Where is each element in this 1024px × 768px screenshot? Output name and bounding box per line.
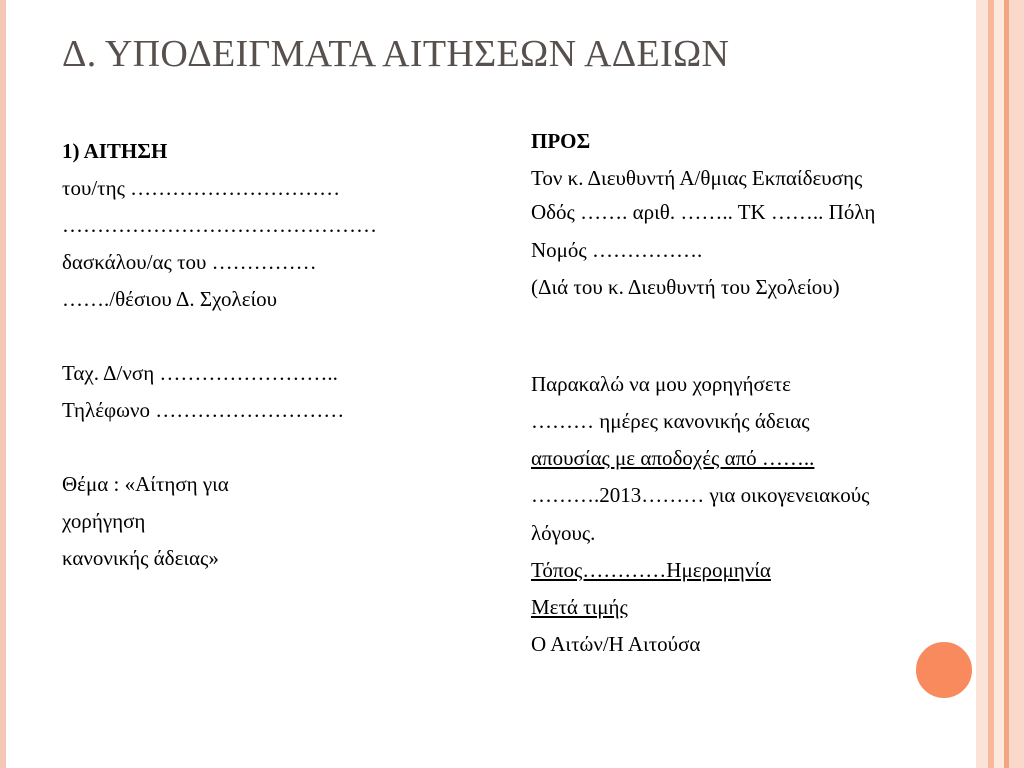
request-line-2: ……… ημέρες κανονικής άδειας: [531, 409, 810, 433]
regards-line: Μετά τιμής: [531, 595, 628, 619]
application-left-column: [62, 133, 492, 577]
via-principal-line: (Διά του κ. Διευθυντή του Σχολείου): [531, 275, 840, 299]
spacer: [62, 429, 492, 466]
request-line-4: ……….2013……… για οικογενειακούς: [531, 483, 870, 507]
signature-line: Ο Αιτών/Η Αιτούσα: [531, 632, 701, 656]
application-heading: 1) ΑΙΤΗΣΗ: [62, 139, 168, 163]
subject-line-2: χορήγηση: [62, 509, 146, 533]
prefecture-line: Νομός …………….: [531, 238, 703, 262]
decorative-stripe: [976, 0, 988, 768]
applicant-name-continuation: ………………………………………: [62, 213, 377, 237]
application-right-column: [531, 123, 971, 663]
place-date-line: Τόπος…………Ημερομηνία: [531, 558, 771, 582]
spacer: [531, 306, 971, 366]
spacer: [62, 318, 492, 355]
phone-line: Τηλέφωνο ………………………: [62, 398, 345, 422]
decorative-stripe: [1009, 0, 1024, 768]
recipient-heading: ΠΡΟΣ: [531, 129, 591, 153]
decorative-stripe: [994, 0, 1004, 768]
teacher-specialty-line: δασκάλου/ας του ……………: [62, 250, 317, 274]
subject-line-3: κανονικής άδειας»: [62, 546, 219, 570]
recipient-line: Τον κ. Διευθυντή Α/θμιας Εκπαίδευσης: [531, 166, 863, 190]
request-line-1: Παρακαλώ να μου χορηγήσετε: [531, 372, 791, 396]
school-line: ……./θέσιου Δ. Σχολείου: [62, 287, 278, 311]
decorative-circle: [913, 639, 975, 701]
request-line-5: λόγους.: [531, 521, 596, 545]
slide-title: Δ. ΥΠΟΔΕΙΓΜΑΤΑ ΑΙΤΗΣΕΩΝ ΑΔΕΙΩΝ: [62, 33, 730, 75]
postal-address-line: Ταχ. Δ/νση ……………………..: [62, 361, 338, 385]
street-line: Οδός ……. αριθ. …….. ΤΚ …….. Πόλη: [531, 200, 876, 224]
subject-line-1: Θέμα : «Αίτηση για: [62, 472, 229, 496]
request-line-3: απουσίας με αποδοχές από ……..: [531, 446, 815, 470]
applicant-name-line: του/της …………………………: [62, 176, 341, 200]
